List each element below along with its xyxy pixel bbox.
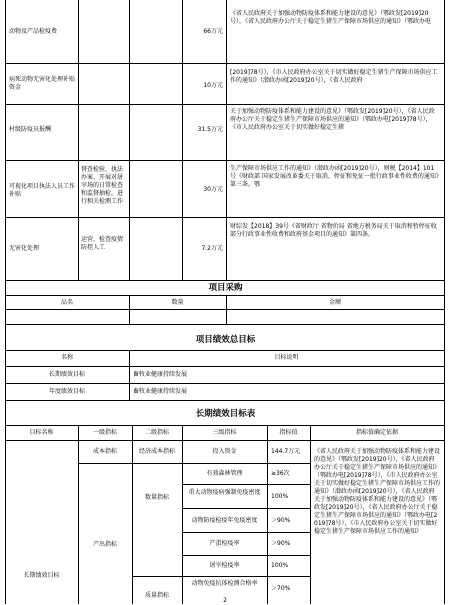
lt-level2: 质量指标 <box>144 592 169 599</box>
long-term-title: 长期绩效目标表 <box>195 409 256 419</box>
perf-goal-value: 畜牧业健康持续发展 <box>133 371 188 378</box>
lt-metric: 动物免疫抗体检测合格率 <box>191 580 258 587</box>
lt-metric: 产蛋检疫率 <box>209 540 240 547</box>
lt-level1: 成本指标 <box>92 448 117 455</box>
rule <box>78 0 79 280</box>
rule <box>5 366 445 367</box>
item-amount: 30万元 <box>203 186 223 193</box>
procurement-header-qty: 数量 <box>171 299 184 306</box>
perf-goal-label: 年度绩效目标 <box>48 388 85 395</box>
lt-metric: 动物防疫检疫年免疫密度 <box>191 517 258 524</box>
procurement-title: 项目采购 <box>208 283 243 293</box>
item-name: 可视化项目执法人员工作补贴 <box>9 183 76 198</box>
lt-metric: 有效森林管理 <box>206 470 243 477</box>
procurement-header-amount: 金额 <box>328 299 341 306</box>
rule <box>5 280 445 281</box>
lt-level2: 数量指标 <box>144 494 169 501</box>
perf-goal-title: 项目绩效总目标 <box>195 335 256 345</box>
item-amount: 10万元 <box>203 82 223 89</box>
rule <box>5 324 445 325</box>
item-note: 督查检验、执法办案、开展对屠宰场的日常检查和监督抽检，进行相关检测工作 <box>81 166 124 205</box>
lt-value: 100% <box>271 562 289 569</box>
rule <box>182 508 310 509</box>
rule <box>182 0 183 280</box>
perf-goal-header-name: 名称 <box>60 354 73 361</box>
rule <box>444 0 445 604</box>
lt-value: 100% <box>271 493 289 500</box>
lt-target-name: 长期绩效目标 <box>23 572 60 579</box>
rule <box>5 309 445 310</box>
rule <box>132 576 310 577</box>
rule <box>5 440 445 441</box>
lt-header: 一级指标 <box>92 429 117 436</box>
rule <box>5 295 445 296</box>
item-basis: 财综发【2018】39号《省财政厅 省物价局 省地方税务局关于取消和暂停征收部分行政事业性收费和政府基金项目的通知》第四条。 <box>230 223 437 238</box>
lt-header: 目标名称 <box>29 429 54 436</box>
item-basis: 生产保障市场供应工作的通知》（潜政办函[2019]20号），财税【2014】101号《财政部 国家发展改革委关于取消、停征和免征一批行政事业性收费的通知》第三条。鄂 <box>230 165 439 188</box>
lt-level1: 产出指标 <box>92 541 117 548</box>
rule <box>5 425 445 426</box>
perf-goal-label: 长期绩效目标 <box>48 371 85 378</box>
rule <box>5 400 445 401</box>
rule <box>5 0 6 280</box>
rule <box>5 160 445 161</box>
rule <box>78 463 310 464</box>
lt-basis: 《省人民政府关于加强动物防疫体系和能力建设的意见》（鄂政发[2019]20号），《省人民政府办公厅关于稳定生猪生产保障市场供应的通知》（鄂政办电[2019]78号），《市人民政府办公室关于切实做好稳定生猪生产保障市场供应工作的通知》（潜政办函[2019]20号），《省人民政府关于加强动物防疫体系和能力建设的意见》（鄂政发[2019]20号），《省人民政府办公厅关于稳定生猪生产保障市场供应的通知》（鄂政办电[2019]78号），《市人民政府办公室关于切实做好稳定生猪生产保障市场供应工作的通知》 <box>314 448 441 535</box>
rule <box>310 425 311 604</box>
lt-header: 三级指标 <box>212 429 237 436</box>
rule <box>5 63 445 64</box>
procurement-header-name: 品名 <box>60 299 73 306</box>
lt-metric: 投入资金 <box>212 448 237 455</box>
item-name: 村级防疫员报酬 <box>9 126 52 133</box>
lt-value: ＞90% <box>271 540 291 547</box>
rule <box>5 383 445 384</box>
perf-goal-header-desc: 目标说明 <box>274 354 299 361</box>
lt-value: ≥36次 <box>271 470 290 477</box>
rule <box>129 0 130 280</box>
item-basis: [2019]78号），《市人民政府办公室关于切实做好稳定生猪生产保障市场供应工作的通知》（潜政办函[2019]20号），《省人民政府 <box>230 69 438 84</box>
lt-header: 指标值 <box>279 429 298 436</box>
lt-level2: 经济成本指标 <box>138 448 175 455</box>
item-amount: 66万元 <box>203 28 223 35</box>
lt-metric: 屠宰检疫率 <box>209 562 240 569</box>
rule <box>267 425 268 604</box>
rule <box>5 217 445 218</box>
lt-header: 指标值确定依据 <box>355 429 398 436</box>
rule <box>5 104 445 105</box>
lt-value: 144.7万元 <box>271 448 301 455</box>
item-amount: 7.2万元 <box>201 245 223 252</box>
lt-metric: 重大动物疫病强制免疫密度 <box>188 489 261 496</box>
item-amount: 31.5万元 <box>197 126 223 133</box>
rule <box>182 532 310 533</box>
rule <box>5 350 445 351</box>
item-basis: 《省人民政府关于加强动物防疫体系和能力建设的意见》（鄂政发[2019]20号），《省人民政府办公厅关于稳定生猪生产保障市场供应的通知》（鄂政办电 <box>230 10 432 25</box>
item-name: 动物及产品检疫费 <box>9 28 58 35</box>
lt-value: ＞70% <box>271 585 291 592</box>
item-name: 病死动物无害化处理补贴资金 <box>9 76 76 91</box>
rule <box>182 484 310 485</box>
rule <box>182 555 310 556</box>
item-name: 无害化处理 <box>9 245 40 252</box>
item-basis: 关于加强动物防疫体系和能力建设的意见》（鄂政发[2019]20号），《省人民政府办公厅关于稳定生猪生产保障市场供应的通知》（鄂政办电[2019]78号），《市人民政府办公室关于切实做好稳定生猪 <box>230 108 435 131</box>
rule <box>226 0 227 280</box>
perf-goal-value: 畜牧业健康持续发展 <box>133 388 188 395</box>
item-note: 运营、检查疫情防控人工 <box>81 236 124 251</box>
lt-header: 二级指标 <box>144 429 169 436</box>
lt-value: ＞90% <box>271 517 291 524</box>
page-number: 2 <box>223 597 227 604</box>
